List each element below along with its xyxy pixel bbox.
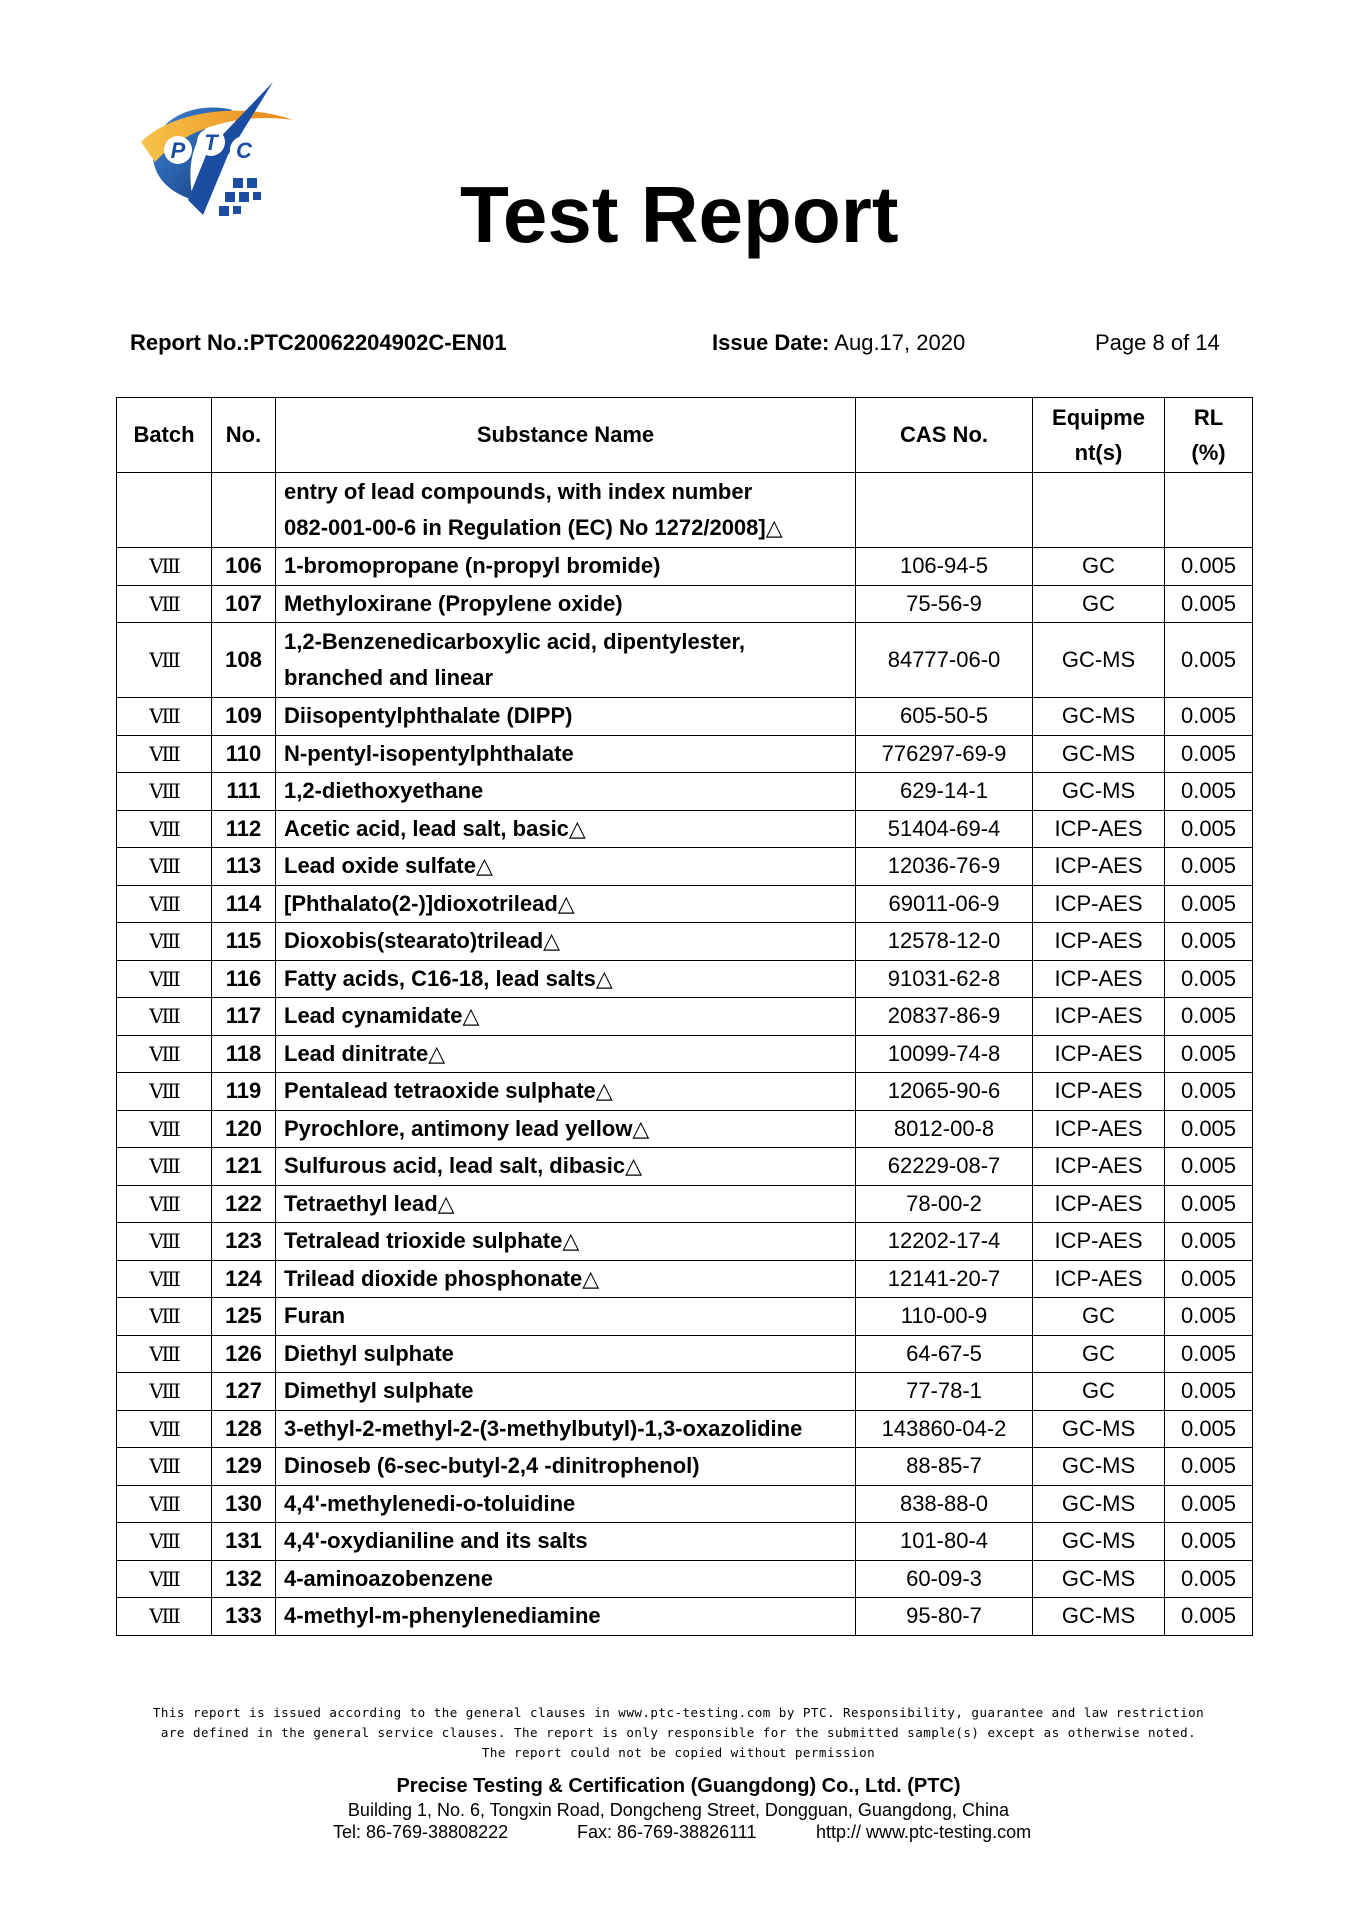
footer-fax: Fax: 86-769-38826111 — [577, 1822, 757, 1842]
cell-substance: Sulfurous acid, lead salt, dibasic△ — [276, 1148, 856, 1186]
table-row — [117, 1260, 1253, 1298]
cell-batch: Ⅷ — [117, 735, 212, 773]
table-row-continuation — [117, 473, 1253, 548]
cell-rl: 0.005 — [1165, 548, 1253, 586]
footer-clause-line3: The report could not be copied without permission — [481, 1745, 876, 1760]
cell-cas: 101-80-4 — [856, 1523, 1033, 1561]
table-row — [117, 773, 1253, 811]
footer-address: Building 1, No. 6, Tongxin Road, Dongcheng Street, Dongguan, Guangdong, China — [347, 1800, 1010, 1820]
table-row — [117, 1073, 1253, 1111]
cell-substance: 4,4'-methylenedi-o-toluidine — [276, 1485, 856, 1523]
cell-equipment: GC — [1033, 1335, 1165, 1373]
table-row — [117, 1448, 1253, 1486]
cell-cas: 838-88-0 — [856, 1485, 1033, 1523]
cell-no: 133 — [212, 1598, 276, 1636]
cell-no: 125 — [212, 1298, 276, 1336]
cell-batch: Ⅷ — [117, 623, 212, 698]
cell-batch: Ⅷ — [117, 810, 212, 848]
cell-rl: 0.005 — [1165, 848, 1253, 886]
cell-substance: Methyloxirane (Propylene oxide) — [276, 585, 856, 623]
cell-equipment: ICP-AES — [1033, 1110, 1165, 1148]
table-row — [117, 1185, 1253, 1223]
cell-equipment: ICP-AES — [1033, 1073, 1165, 1111]
cell-no: 111 — [212, 773, 276, 811]
cell-batch: Ⅷ — [117, 885, 212, 923]
logo-letter-p: P — [170, 138, 186, 163]
cell-rl: 0.005 — [1165, 1148, 1253, 1186]
cell-substance: 4-methyl-m-phenylenediamine — [276, 1598, 856, 1636]
cell-cas: 95-80-7 — [856, 1598, 1033, 1636]
cell-cas: 605-50-5 — [856, 698, 1033, 736]
cell-batch: Ⅷ — [117, 1260, 212, 1298]
cell-equipment: GC — [1033, 548, 1165, 586]
cell-no: 113 — [212, 848, 276, 886]
cell-batch: Ⅷ — [117, 1410, 212, 1448]
cell-batch: Ⅷ — [117, 923, 212, 961]
cell-cas: 106-94-5 — [856, 548, 1033, 586]
cell-rl: 0.005 — [1165, 1485, 1253, 1523]
cell-no: 132 — [212, 1560, 276, 1598]
cell-no: 112 — [212, 810, 276, 848]
col-header-equipment-line2: nt(s) — [1074, 440, 1123, 465]
cell-no: 117 — [212, 998, 276, 1036]
cell-substance: Dimethyl sulphate — [276, 1373, 856, 1411]
cell-batch: Ⅷ — [117, 1523, 212, 1561]
cell-cas: 77-78-1 — [856, 1373, 1033, 1411]
cell-rl — [1165, 473, 1253, 548]
cell-batch: Ⅷ — [117, 960, 212, 998]
cell-no: 121 — [212, 1148, 276, 1186]
cell-cas: 776297-69-9 — [856, 735, 1033, 773]
cell-rl: 0.005 — [1165, 960, 1253, 998]
cell-equipment: ICP-AES — [1033, 960, 1165, 998]
cell-no: 114 — [212, 885, 276, 923]
cell-batch: Ⅷ — [117, 698, 212, 736]
col-header-equipment — [1033, 398, 1165, 473]
cell-equipment: GC — [1033, 1373, 1165, 1411]
footer-clause — [0, 1703, 1357, 1763]
cell-substance: Fatty acids, C16-18, lead salts△ — [276, 960, 856, 998]
report-number-value: PTC20062204902C-EN01 — [249, 330, 507, 355]
table-row — [117, 1035, 1253, 1073]
cell-substance: 1-bromopropane (n-propyl bromide) — [276, 548, 856, 586]
cell-substance: Pyrochlore, antimony lead yellow△ — [276, 1110, 856, 1148]
table-row — [117, 548, 1253, 586]
cell-cas: 91031-62-8 — [856, 960, 1033, 998]
col-header-equipment-line1: Equipme — [1052, 404, 1145, 430]
cell-batch: Ⅷ — [117, 1598, 212, 1636]
cell-batch: Ⅷ — [117, 1185, 212, 1223]
cell-equipment: ICP-AES — [1033, 885, 1165, 923]
cell-substance: Tetralead trioxide sulphate△ — [276, 1223, 856, 1261]
logo-letter-c: C — [236, 138, 252, 163]
issue-date-label: Issue Date: — [712, 330, 830, 355]
col-header-cas: CAS No. — [856, 398, 1033, 473]
cell-cas: 110-00-9 — [856, 1298, 1033, 1336]
cell-no: 108 — [212, 623, 276, 698]
continuation-line1: entry of lead compounds, with index number — [284, 479, 753, 504]
col-header-batch: Batch — [117, 398, 212, 473]
cell-rl: 0.005 — [1165, 1560, 1253, 1598]
cell-cas: 12065-90-6 — [856, 1073, 1033, 1111]
table-row — [117, 1410, 1253, 1448]
table-row — [117, 585, 1253, 623]
cell-substance-continuation — [276, 473, 856, 548]
cell-rl: 0.005 — [1165, 885, 1253, 923]
cell-equipment: GC-MS — [1033, 1523, 1165, 1561]
cell-substance: Diethyl sulphate — [276, 1335, 856, 1373]
cell-substance: Trilead dioxide phosphonate△ — [276, 1260, 856, 1298]
cell-rl: 0.005 — [1165, 1073, 1253, 1111]
cell-rl: 0.005 — [1165, 810, 1253, 848]
cell-no: 119 — [212, 1073, 276, 1111]
cell-no: 126 — [212, 1335, 276, 1373]
table-row — [117, 623, 1253, 698]
cell-equipment: GC — [1033, 1298, 1165, 1336]
cell-rl: 0.005 — [1165, 1410, 1253, 1448]
cell-equipment: ICP-AES — [1033, 810, 1165, 848]
cell-substance: Dinoseb (6-sec-butyl-2,4 -dinitrophenol) — [276, 1448, 856, 1486]
cell-cas: 88-85-7 — [856, 1448, 1033, 1486]
footer-company: Precise Testing & Certification (Guangdong) Co., Ltd. (PTC) — [396, 1775, 961, 1797]
cell-batch — [117, 473, 212, 548]
cell-no: 106 — [212, 548, 276, 586]
cell-substance: Tetraethyl lead△ — [276, 1185, 856, 1223]
page-number: Page 8 of 14 — [1095, 330, 1220, 355]
cell-equipment: GC-MS — [1033, 735, 1165, 773]
cell-substance: [Phthalato(2-)]dioxotrilead△ — [276, 885, 856, 923]
cell-substance: N-pentyl-isopentylphthalate — [276, 735, 856, 773]
cell-rl: 0.005 — [1165, 1598, 1253, 1636]
cell-cas: 12578-12-0 — [856, 923, 1033, 961]
issue-date — [712, 330, 965, 356]
cell-equipment: GC-MS — [1033, 1448, 1165, 1486]
cell-equipment: GC-MS — [1033, 1598, 1165, 1636]
issue-date-value: Aug.17, 2020 — [834, 330, 966, 355]
cell-cas: 12036-76-9 — [856, 848, 1033, 886]
cell-no: 109 — [212, 698, 276, 736]
table-row — [117, 1560, 1253, 1598]
cell-batch: Ⅷ — [117, 1035, 212, 1073]
table-row — [117, 1523, 1253, 1561]
cell-no: 110 — [212, 735, 276, 773]
cell-no: 124 — [212, 1260, 276, 1298]
cell-rl: 0.005 — [1165, 735, 1253, 773]
table-row — [117, 1598, 1253, 1636]
cell-rl: 0.005 — [1165, 1185, 1253, 1223]
cell-rl: 0.005 — [1165, 923, 1253, 961]
table-row — [117, 735, 1253, 773]
cell-batch: Ⅷ — [117, 1373, 212, 1411]
cell-equipment: GC-MS — [1033, 698, 1165, 736]
cell-rl: 0.005 — [1165, 585, 1253, 623]
substance-line1: 1,2-Benzenedicarboxylic acid, dipentylester, — [284, 629, 745, 654]
table-row — [117, 1485, 1253, 1523]
table-row — [117, 1148, 1253, 1186]
cell-batch: Ⅷ — [117, 1448, 212, 1486]
cell-equipment: GC-MS — [1033, 773, 1165, 811]
cell-equipment: ICP-AES — [1033, 848, 1165, 886]
cell-no: 107 — [212, 585, 276, 623]
cell-no: 118 — [212, 1035, 276, 1073]
substance-line2: branched and linear — [284, 665, 494, 690]
cell-substance: Acetic acid, lead salt, basic△ — [276, 810, 856, 848]
cell-batch: Ⅷ — [117, 1298, 212, 1336]
cell-no: 127 — [212, 1373, 276, 1411]
cell-equipment — [1033, 473, 1165, 548]
cell-rl: 0.005 — [1165, 698, 1253, 736]
cell-cas: 75-56-9 — [856, 585, 1033, 623]
report-number-label: Report No.: — [130, 330, 250, 355]
ptc-logo — [133, 80, 313, 240]
cell-rl: 0.005 — [1165, 1035, 1253, 1073]
page-title: Test Report — [460, 170, 899, 259]
col-header-rl — [1165, 398, 1253, 473]
cell-batch: Ⅷ — [117, 1485, 212, 1523]
cell-batch: Ⅷ — [117, 848, 212, 886]
cell-cas: 8012-00-8 — [856, 1110, 1033, 1148]
cell-batch: Ⅷ — [117, 1073, 212, 1111]
footer-clause-line1: This report is issued according to the general clauses in www.ptc-testing.com by PTC. Responsibility, guarantee and law restriction — [152, 1705, 1205, 1720]
cell-cas: 62229-08-7 — [856, 1148, 1033, 1186]
cell-cas: 51404-69-4 — [856, 810, 1033, 848]
table-row — [117, 885, 1253, 923]
cell-substance: 4-aminoazobenzene — [276, 1560, 856, 1598]
cell-batch: Ⅷ — [117, 1110, 212, 1148]
cell-cas: 143860-04-2 — [856, 1410, 1033, 1448]
substance-table — [116, 397, 1253, 1636]
cell-cas: 69011-06-9 — [856, 885, 1033, 923]
table-row — [117, 848, 1253, 886]
cell-no: 128 — [212, 1410, 276, 1448]
table-row — [117, 1223, 1253, 1261]
cell-equipment: GC-MS — [1033, 1410, 1165, 1448]
cell-substance: Pentalead tetraoxide sulphate△ — [276, 1073, 856, 1111]
cell-substance: 1,2-diethoxyethane — [276, 773, 856, 811]
cell-cas: 10099-74-8 — [856, 1035, 1033, 1073]
cell-substance: Diisopentylphthalate (DIPP) — [276, 698, 856, 736]
cell-rl: 0.005 — [1165, 1298, 1253, 1336]
cell-substance: Furan — [276, 1298, 856, 1336]
cell-equipment: ICP-AES — [1033, 1223, 1165, 1261]
cell-batch: Ⅷ — [117, 548, 212, 586]
cell-no — [212, 473, 276, 548]
table-row — [117, 923, 1253, 961]
report-number — [130, 330, 507, 356]
cell-no: 131 — [212, 1523, 276, 1561]
cell-substance: 3-ethyl-2-methyl-2-(3-methylbutyl)-1,3-oxazolidine — [276, 1410, 856, 1448]
cell-rl: 0.005 — [1165, 1335, 1253, 1373]
cell-cas: 84777-06-0 — [856, 623, 1033, 698]
col-header-rl-line1: RL — [1193, 404, 1224, 430]
cell-rl: 0.005 — [1165, 1448, 1253, 1486]
cell-rl: 0.005 — [1165, 998, 1253, 1036]
cell-equipment: GC-MS — [1033, 623, 1165, 698]
cell-no: 130 — [212, 1485, 276, 1523]
table-row — [117, 1298, 1253, 1336]
col-header-no: No. — [212, 398, 276, 473]
cell-equipment: GC-MS — [1033, 1560, 1165, 1598]
cell-rl: 0.005 — [1165, 1260, 1253, 1298]
table-header-row — [117, 398, 1253, 473]
cell-cas: 629-14-1 — [856, 773, 1033, 811]
cell-cas: 78-00-2 — [856, 1185, 1033, 1223]
col-header-rl-line2: (%) — [1191, 440, 1226, 465]
cell-batch: Ⅷ — [117, 1335, 212, 1373]
cell-batch: Ⅷ — [117, 1148, 212, 1186]
cell-substance: Lead cynamidate△ — [276, 998, 856, 1036]
cell-rl: 0.005 — [1165, 1110, 1253, 1148]
cell-batch: Ⅷ — [117, 585, 212, 623]
footer-clause-line2: are defined in the general service clauses. The report is only responsible for the submitted sample(s) except as otherwise noted. — [160, 1725, 1197, 1740]
cell-cas: 12202-17-4 — [856, 1223, 1033, 1261]
cell-equipment: GC-MS — [1033, 1485, 1165, 1523]
cell-substance: Lead dinitrate△ — [276, 1035, 856, 1073]
cell-equipment: GC — [1033, 585, 1165, 623]
cell-rl: 0.005 — [1165, 1373, 1253, 1411]
cell-batch: Ⅷ — [117, 1560, 212, 1598]
cell-cas — [856, 473, 1033, 548]
cell-no: 129 — [212, 1448, 276, 1486]
cell-rl: 0.005 — [1165, 1523, 1253, 1561]
col-header-substance: Substance Name — [276, 398, 856, 473]
cell-substance: Dioxobis(stearato)trilead△ — [276, 923, 856, 961]
table-row — [117, 810, 1253, 848]
cell-cas: 64-67-5 — [856, 1335, 1033, 1373]
cell-batch: Ⅷ — [117, 1223, 212, 1261]
cell-no: 115 — [212, 923, 276, 961]
table-row — [117, 1335, 1253, 1373]
cell-batch: Ⅷ — [117, 998, 212, 1036]
cell-cas: 20837-86-9 — [856, 998, 1033, 1036]
table-row — [117, 698, 1253, 736]
cell-substance — [276, 623, 856, 698]
cell-equipment: ICP-AES — [1033, 1035, 1165, 1073]
cell-equipment: ICP-AES — [1033, 1148, 1165, 1186]
cell-equipment: ICP-AES — [1033, 1260, 1165, 1298]
cell-equipment: ICP-AES — [1033, 998, 1165, 1036]
cell-substance: 4,4'-oxydianiline and its salts — [276, 1523, 856, 1561]
cell-equipment: ICP-AES — [1033, 923, 1165, 961]
cell-batch: Ⅷ — [117, 773, 212, 811]
cell-no: 122 — [212, 1185, 276, 1223]
footer-tel: Tel: 86-769-38808222 — [333, 1822, 509, 1842]
cell-substance: Lead oxide sulfate△ — [276, 848, 856, 886]
cell-equipment: ICP-AES — [1033, 1185, 1165, 1223]
cell-cas: 12141-20-7 — [856, 1260, 1033, 1298]
cell-no: 123 — [212, 1223, 276, 1261]
cell-rl: 0.005 — [1165, 773, 1253, 811]
table-row — [117, 1110, 1253, 1148]
cell-no: 116 — [212, 960, 276, 998]
cell-rl: 0.005 — [1165, 1223, 1253, 1261]
cell-cas: 60-09-3 — [856, 1560, 1033, 1598]
table-row — [117, 960, 1253, 998]
cell-no: 120 — [212, 1110, 276, 1148]
continuation-line2: 082-001-00-6 in Regulation (EC) No 1272/2008]△ — [284, 515, 783, 540]
table-row — [117, 1373, 1253, 1411]
table-row — [117, 998, 1253, 1036]
cell-rl: 0.005 — [1165, 623, 1253, 698]
footer-website-link[interactable]: http:// www.ptc-testing.com — [816, 1822, 1032, 1842]
logo-letter-t: T — [204, 130, 218, 155]
